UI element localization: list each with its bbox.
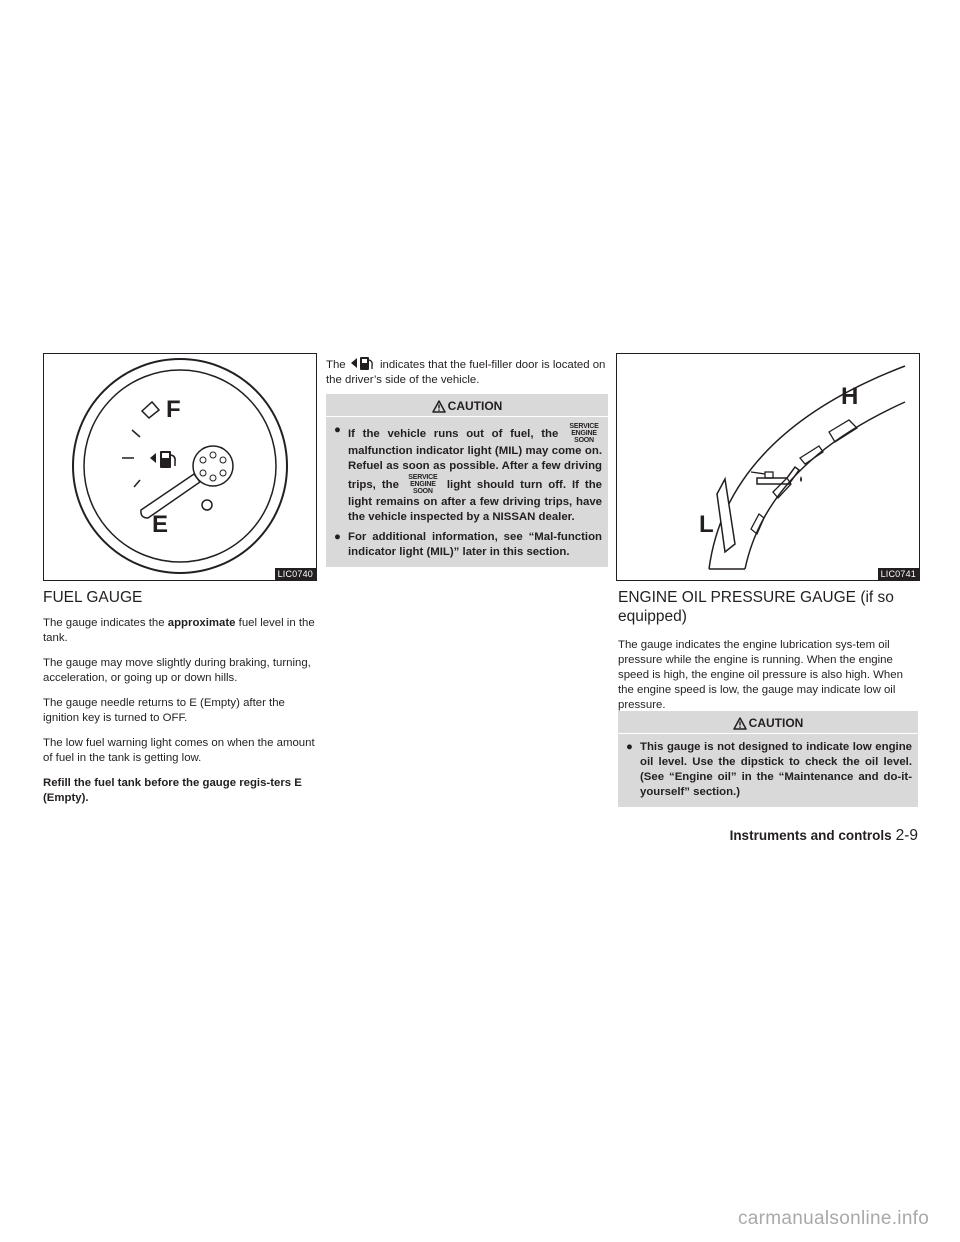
fuel-e-mark: E bbox=[152, 511, 169, 538]
watermark: carmanualsonline.info bbox=[738, 1208, 930, 1229]
figure-label-lic0740: LIC0740 bbox=[275, 568, 316, 580]
caution-item-out-of-fuel: ● If the vehicle runs out of fuel, the SERVICE ENGINE SOON malfunction indicator light (MIL) may come on. Refuel as soon as possible. After a few driving trips, the SERVICE ENGINE SOON light should turn off. If the light remains on after a few driving trips, have the vehicle inspected by a NISSAN dealer. bbox=[334, 423, 602, 523]
fuel-filler-door-icon bbox=[349, 354, 377, 372]
caution-header: CAUTION bbox=[326, 394, 608, 417]
footer-section-title: Instruments and controls bbox=[729, 828, 892, 843]
oil-pressure-gauge-figure bbox=[616, 353, 920, 581]
caution-item-oil-level: ● This gauge is not designed to indicate low engine oil level. Use the dipstick to check the oil level. (See “Engine oil” in the “Maintenance and do-it-yourself” section.) bbox=[626, 741, 912, 798]
footer-page-number: 2-9 bbox=[895, 827, 918, 844]
oil-can-icon bbox=[751, 467, 802, 484]
fuel-gauge-illustration bbox=[44, 354, 316, 580]
warning-triangle-icon bbox=[432, 400, 446, 413]
fuel-gauge-p3: The gauge needle returns to E (Empty) after the ignition key is turned to OFF. bbox=[43, 697, 285, 724]
caution-item-additional-info: ● For additional information, see “Mal-function indicator light (MIL)” later in this section. bbox=[334, 531, 602, 558]
figure-label-lic0741: LIC0741 bbox=[878, 568, 919, 580]
oil-gauge-p1: The gauge indicates the engine lubrication sys-tem oil pressure while the engine is running. When the engine speed is high, the engine oil pressure is also high. When the engine speed is low, the gauge may indicate low oil pressure. bbox=[618, 639, 903, 711]
fuel-gauge-title: FUEL GAUGE bbox=[43, 589, 143, 606]
warning-triangle-icon-oil bbox=[733, 717, 747, 730]
fuel-gauge-p2: The gauge may move slightly during braking, turning, acceleration, or going up or down hills. bbox=[43, 657, 311, 684]
caution-box-oil bbox=[618, 711, 918, 807]
caution-header-oil: CAUTION bbox=[618, 711, 918, 734]
oil-l-mark: L bbox=[699, 511, 714, 538]
fuel-door-note: The indicates that the fuel-filler door is located on the driver’s side of the vehicle. bbox=[326, 354, 608, 388]
fuel-gauge-section bbox=[43, 588, 315, 816]
page-footer bbox=[618, 827, 918, 845]
oil-gauge-section bbox=[618, 588, 918, 723]
fuel-gauge-p1: The gauge indicates the approximate fuel level in the tank. bbox=[43, 617, 315, 644]
oil-gauge-title: ENGINE OIL PRESSURE GAUGE (if so equipped) bbox=[618, 589, 894, 625]
fuel-gauge-p4: The low fuel warning light comes on when the amount of fuel in the tank is getting low. bbox=[43, 737, 315, 764]
caution-box-fuel bbox=[326, 394, 608, 567]
fuel-f-mark: F bbox=[166, 396, 181, 423]
fuel-gauge-figure bbox=[43, 353, 317, 581]
oil-h-mark: H bbox=[841, 383, 859, 410]
fuel-pump-icon bbox=[150, 451, 175, 468]
service-engine-soon-icon-2: SERVICE ENGINE SOON bbox=[408, 474, 438, 495]
oil-pressure-gauge-illustration bbox=[617, 354, 919, 580]
service-engine-soon-icon: SERVICE ENGINE SOON bbox=[569, 423, 599, 444]
fuel-gauge-p5: Refill the fuel tank before the gauge regis-ters E (Empty). bbox=[43, 777, 302, 804]
